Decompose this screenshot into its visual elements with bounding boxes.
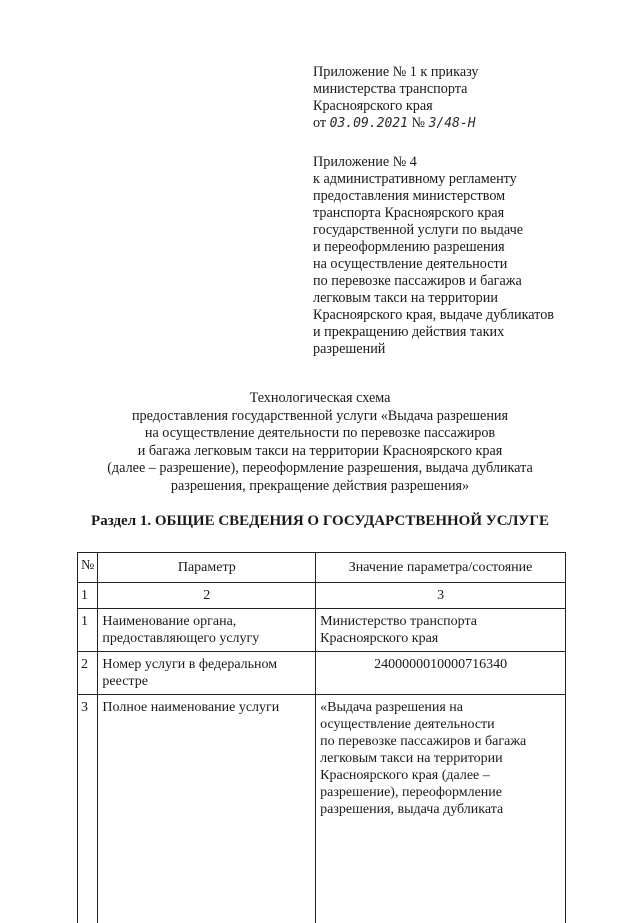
appendix-4-line: разрешений bbox=[313, 341, 554, 358]
general-info-table bbox=[77, 552, 566, 923]
header-value: Значение параметра/состояние bbox=[316, 553, 566, 583]
table-header-row bbox=[78, 553, 566, 583]
appendix-4-header bbox=[313, 154, 554, 358]
value-line: Красноярского края bbox=[320, 630, 561, 647]
header-parameter: Параметр bbox=[98, 553, 316, 583]
row-parameter bbox=[98, 652, 316, 695]
appendix-4-line: государственной услуги по выдаче bbox=[313, 222, 554, 239]
date-prefix: от bbox=[313, 115, 326, 131]
row-value-service-number: 2400000010000716340 bbox=[316, 652, 566, 695]
handwritten-date: 03.09.2021 bbox=[330, 116, 408, 131]
value-line: разрешения, выдача дубликата bbox=[320, 801, 561, 818]
column-number-3: 3 bbox=[316, 583, 566, 609]
section-heading: Раздел 1. ОБЩИЕ СВЕДЕНИЯ О ГОСУДАРСТВЕННОЙ УСЛУГЕ bbox=[0, 513, 640, 530]
row-number: 1 bbox=[78, 609, 98, 652]
title-line: Технологическая схема bbox=[60, 390, 580, 408]
appendix-4-line: Приложение № 4 bbox=[313, 154, 554, 171]
table-row bbox=[78, 609, 566, 652]
value-line: разрешение), переоформление bbox=[320, 784, 561, 801]
value-line: легковым такси на территории bbox=[320, 750, 561, 767]
value-line: «Выдача разрешения на bbox=[320, 699, 561, 716]
value-line: Министерство транспорта bbox=[320, 613, 561, 630]
appendix-4-line: и прекращению действия таких bbox=[313, 324, 554, 341]
appendix-1-line-3: Красноярского края bbox=[313, 98, 479, 115]
parameter-line: Наименование органа, bbox=[102, 613, 311, 630]
appendix-4-line: легковым такси на территории bbox=[313, 290, 554, 307]
column-numbering-row bbox=[78, 583, 566, 609]
parameter-line: предоставляющего услугу bbox=[102, 630, 311, 647]
table-row bbox=[78, 695, 566, 923]
value-line: осуществление деятельности bbox=[320, 716, 561, 733]
appendix-4-line: к административному регламенту bbox=[313, 171, 554, 188]
title-line: предоставления государственной услуги «Выдача разрешения bbox=[60, 408, 580, 426]
row-number: 3 bbox=[78, 695, 98, 923]
row-number: 2 bbox=[78, 652, 98, 695]
title-line: и багажа легковым такси на территории Красноярского края bbox=[60, 443, 580, 461]
document-title bbox=[60, 390, 580, 495]
row-parameter bbox=[98, 695, 316, 923]
column-number-1: 1 bbox=[78, 583, 98, 609]
appendix-1-date-line bbox=[313, 115, 479, 132]
title-line: на осуществление деятельности по перевозке пассажиров bbox=[60, 425, 580, 443]
appendix-4-line: Красноярского края, выдаче дубликатов bbox=[313, 307, 554, 324]
title-line: (далее – разрешение), переоформление разрешения, выдача дубликата bbox=[60, 460, 580, 478]
value-line: по перевозке пассажиров и багажа bbox=[320, 733, 561, 750]
row-parameter bbox=[98, 609, 316, 652]
appendix-1-line-2: министерства транспорта bbox=[313, 81, 479, 98]
appendix-4-line: предоставления министерством bbox=[313, 188, 554, 205]
number-prefix: № bbox=[411, 115, 425, 131]
handwritten-order-number: 3/48-Н bbox=[429, 116, 476, 131]
table-row bbox=[78, 652, 566, 695]
title-line: разрешения, прекращение действия разрешения» bbox=[60, 478, 580, 496]
appendix-4-line: на осуществление деятельности bbox=[313, 256, 554, 273]
appendix-4-line: и переоформлению разрешения bbox=[313, 239, 554, 256]
row-value bbox=[316, 609, 566, 652]
parameter-line: Полное наименование услуги bbox=[102, 699, 311, 716]
column-number-2: 2 bbox=[98, 583, 316, 609]
parameter-line: Номер услуги в федеральном bbox=[102, 656, 311, 673]
appendix-4-line: транспорта Красноярского края bbox=[313, 205, 554, 222]
appendix-1-line-1: Приложение № 1 к приказу bbox=[313, 64, 479, 81]
appendix-4-line: по перевозке пассажиров и багажа bbox=[313, 273, 554, 290]
parameter-line: реестре bbox=[102, 673, 311, 690]
row-value bbox=[316, 695, 566, 923]
header-number: № bbox=[78, 553, 98, 583]
value-line: Красноярского края (далее – bbox=[320, 767, 561, 784]
appendix-1-header bbox=[313, 64, 479, 132]
